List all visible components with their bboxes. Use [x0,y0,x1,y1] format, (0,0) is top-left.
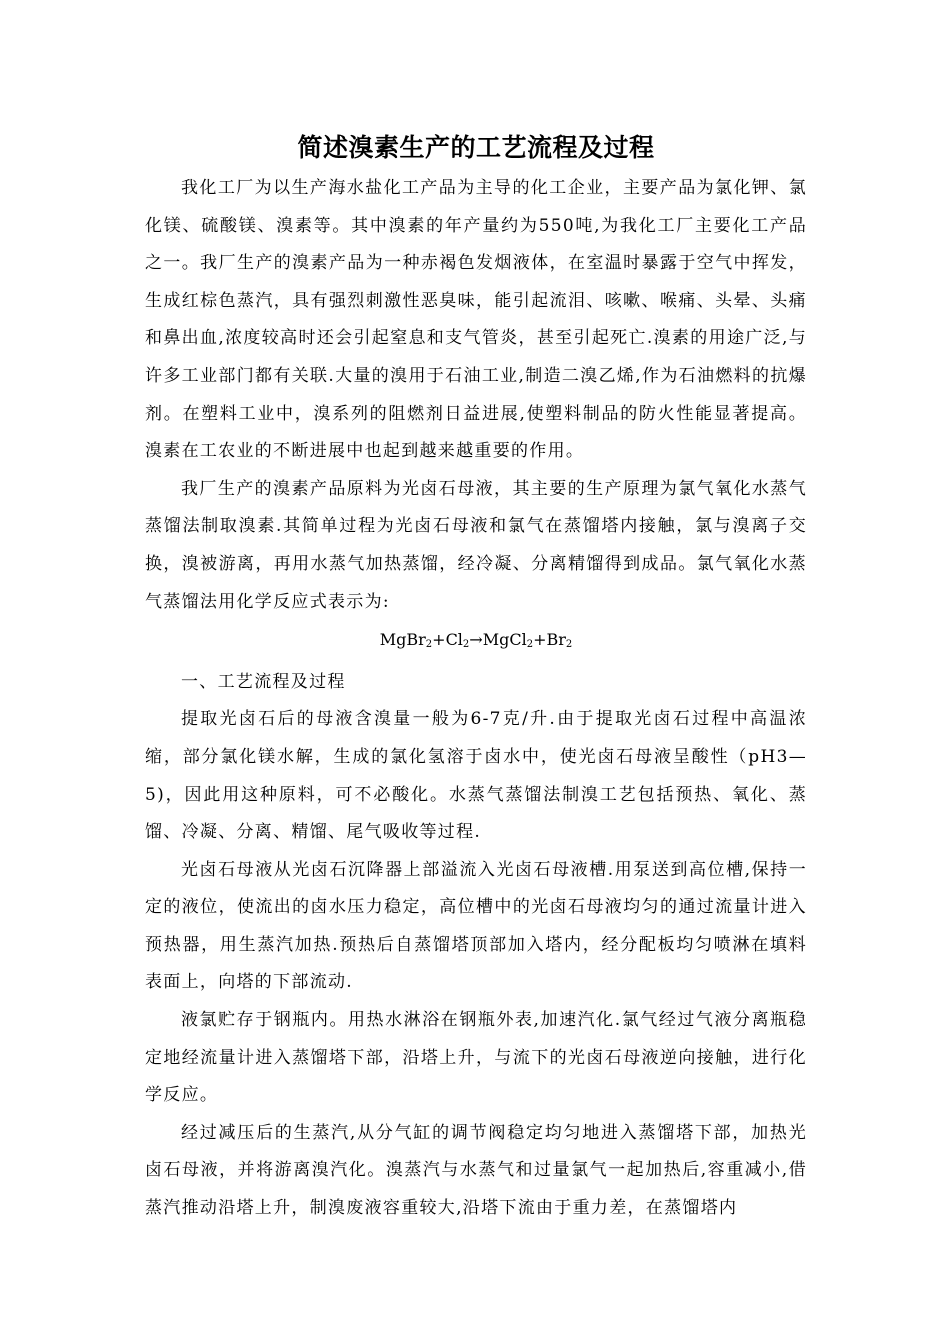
document-page [145,126,807,1228]
intro-paragraph-2: 我厂生产的溴素产品原料为光卤石母液，其主要的生产原理为氯气氧化水蒸气蒸馏法制取溴素.其简单过程为光卤石母液和氯气在蒸馏塔内接触，氯与溴离子交换，溴被游离，再用水蒸气加热蒸馏，经冷凝、分离精馏得到成品。氯气氧化水蒸气蒸馏法用化学反应式表示为: [145,478,807,612]
formula-subscript: 2 [565,639,573,651]
section-paragraph-3: 液氯贮存于钢瓶内。用热水淋浴在钢瓶外表,加速汽化.氯气经过气液分离瓶稳定地经流量计进入蒸馏塔下部，沿塔上升，与流下的光卤石母液逆向接触，进行化学反应。 [145,1010,807,1106]
formula-subscript: 2 [526,639,534,651]
reaction-arrow: → [469,630,483,650]
formula-part: MgBr [379,630,426,650]
document-title: 简述溴素生产的工艺流程及过程 [297,133,655,162]
formula-part: +Cl [432,630,463,650]
section-paragraph-4: 经过减压后的生蒸汽,从分气缸的调节阀稳定均匀地进入蒸馏塔下部，加热光卤石母液，并将游离溴汽化。溴蒸汽与水蒸气和过量氯气一起加热后,容重减小,借蒸汽推动沿塔上升，制溴废液容重较大,沿塔下流由于重力差，在蒸馏塔内 [145,1122,807,1219]
formula-part: MgCl [482,630,527,650]
section-heading: 一、工艺流程及过程 [181,671,346,692]
section-paragraph-2: 光卤石母液从光卤石沉降器上部溢流入光卤石母液槽.用泵送到高位槽,保持一定的液位，使流出的卤水压力稳定，高位槽中的光卤石母液均匀的通过流量计进入预热器，用生蒸汽加热.预热后自蒸馏塔顶部加入塔内，经分配板均匀喷淋在填料表面上，向塔的下部流动. [145,859,807,993]
section-paragraph-1: 提取光卤石后的母液含溴量一般为6-7克/升.由于提取光卤石过程中高温浓缩，部分氯化镁水解，生成的氯化氢溶于卤水中，使光卤石母液呈酸性（pH3—5)，因此用这种原料，可不必酸化。水蒸气蒸馏法制溴工艺包括预热、氧化、蒸馏、冷凝、分离、精馏、尾气吸收等过程. [145,709,807,843]
intro-paragraph-1: 我化工厂为以生产海水盐化工产品为主导的化工企业，主要产品为氯化钾、氯化镁、硫酸镁、溴素等。其中溴素的年产量约为550吨,为我化工厂主要化工产品之一。我厂生产的溴素产品为一种赤褐色发烟液体，在室温时暴露于空气中挥发，生成红棕色蒸汽，具有强烈刺激性恶臭味，能引起流泪、咳嗽、喉痛、头晕、头痛和鼻出血,浓度较高时还会引起窒息和支气管炎，甚至引起死亡.溴素的用途广泛,与许多工业部门都有关联.大量的溴用于石油工业,制造二溴乙烯,作为石油燃料的抗爆剂。在塑料工业中，溴系列的阻燃剂日益进展,使塑料制品的防火性能显著提高。溴素在工农业的不断进展中也起到越来越重要的作用。 [145,178,807,462]
formula-subscript: 2 [425,639,433,651]
formula-subscript: 2 [462,639,470,651]
formula-part: +Br [533,630,566,650]
chemical-formula [145,621,807,664]
